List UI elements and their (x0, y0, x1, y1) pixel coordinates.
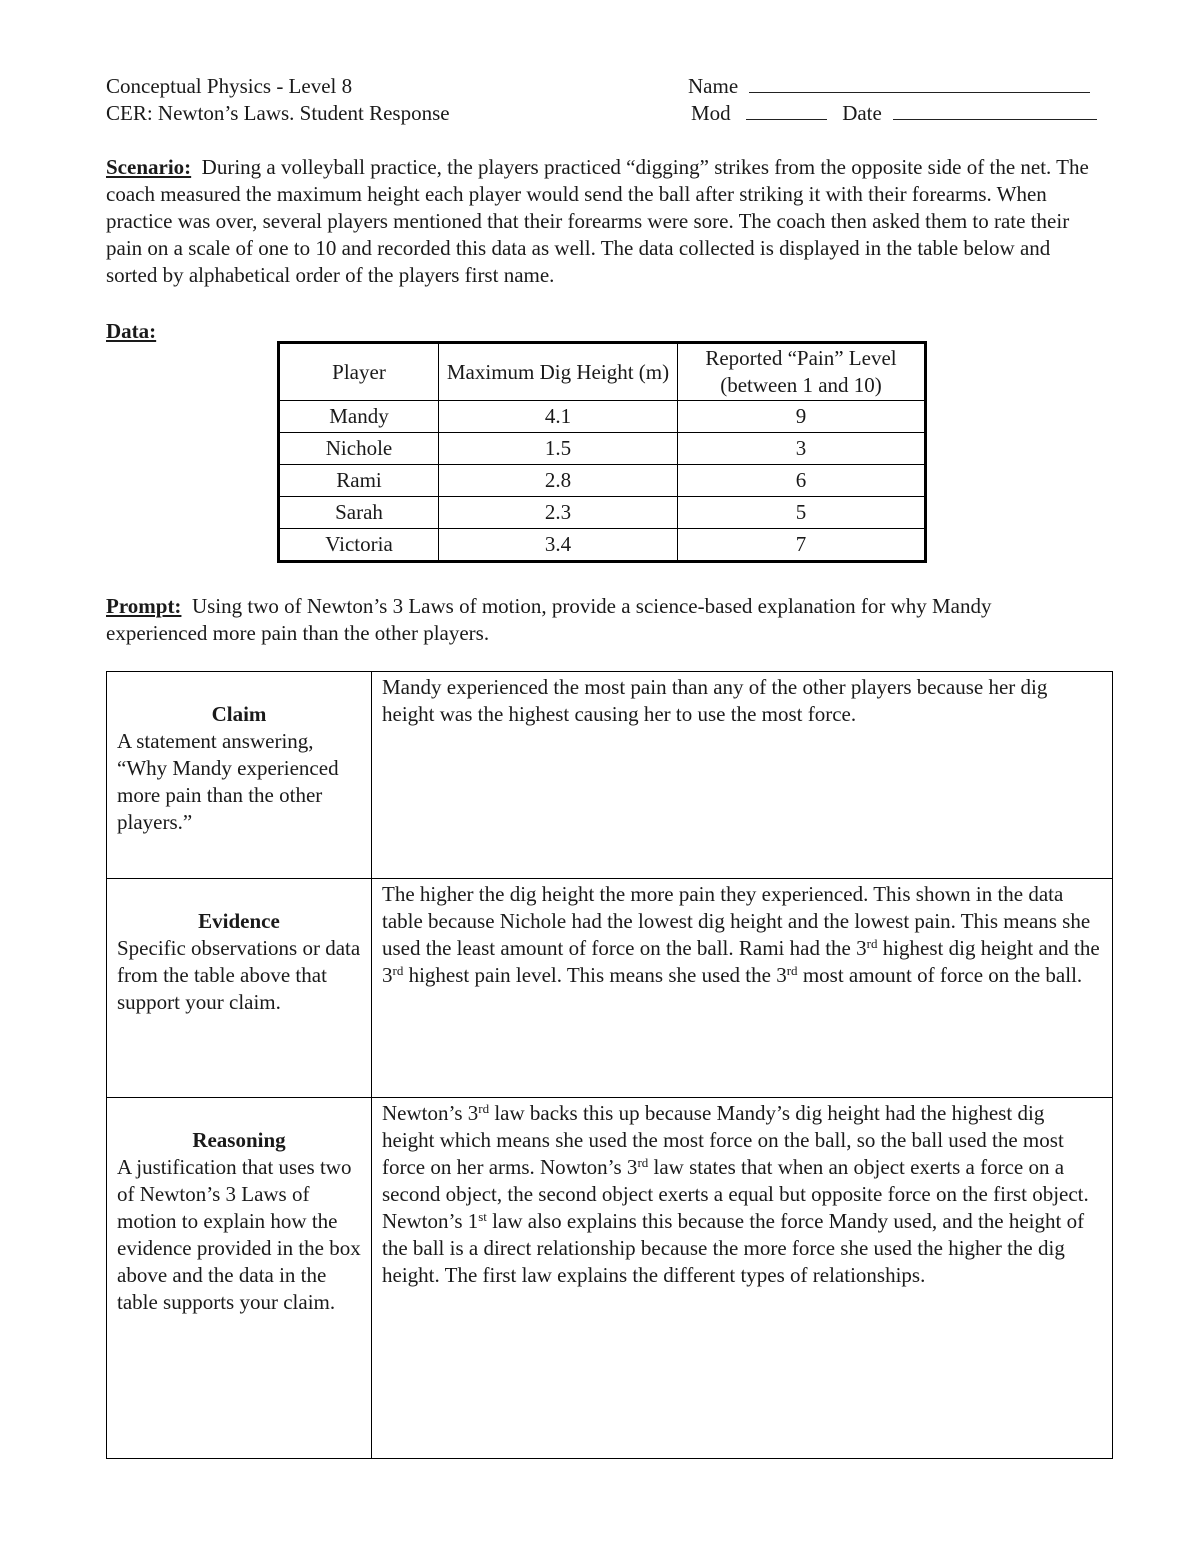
prompt-text: Using two of Newton’s 3 Laws of motion, provide a science-based explanation for why Mandy experienced more pain than the other players. (106, 594, 992, 645)
table-header-row (279, 343, 926, 401)
column-header-player: Player (279, 343, 439, 401)
name-blank[interactable] (749, 74, 1090, 93)
table-cell-pain: 9 (678, 401, 926, 433)
reasoning-row (107, 1098, 1113, 1459)
prompt-label: Prompt: (106, 594, 182, 618)
table-cell-pain: 5 (678, 497, 926, 529)
data-label: Data: (106, 319, 157, 343)
table-row (279, 497, 926, 529)
mod-date-field[interactable] (691, 100, 1097, 127)
table-cell-pain: 7 (678, 529, 926, 562)
column-header-pain-level: Reported “Pain” Level (between 1 and 10) (678, 343, 926, 401)
evidence-response-cell[interactable] (372, 879, 1113, 1098)
reasoning-response-cell[interactable] (372, 1098, 1113, 1459)
mod-label: Mod (691, 101, 731, 125)
table-cell-height: 3.4 (439, 529, 678, 562)
data-table (277, 341, 927, 563)
evidence-row (107, 879, 1113, 1098)
course-title: Conceptual Physics - Level 8 (106, 74, 353, 98)
date-label: Date (842, 101, 882, 125)
prompt-paragraph (106, 593, 1046, 647)
scenario-paragraph (106, 154, 1106, 289)
reasoning-response-text: Newton’s 3rd law backs this up because Mandy’s dig height had the highest dig height which means she used the most force on the ball, so the ball used the most force on her arms. Nowton’s 3rd law states that when an object exerts a force on a second object, the second object exerts a equal but opposite force on the first object. Newton’s 1st law also explains this because the force Mandy used, and the height of the ball is a direct relationship because the more force she used the higher the dig height. The first law explains the different types of relationships. (382, 1101, 1089, 1287)
reasoning-description: A justification that uses two of Newton’s 3 Laws of motion to explain how the evidence provided in the box above and the data in the table supports your claim. (117, 1155, 361, 1314)
reasoning-title: Reasoning (192, 1128, 286, 1152)
table-cell-player: Sarah (279, 497, 439, 529)
name-field[interactable] (688, 73, 1090, 100)
cer-table (106, 671, 1113, 1459)
column-header-dig-height: Maximum Dig Height (m) (439, 343, 678, 401)
claim-row (107, 672, 1113, 879)
table-cell-height: 2.3 (439, 497, 678, 529)
scenario-text: During a volleyball practice, the players practiced “digging” strikes from the opposite side of the net. The coach measured the maximum height each player would send the ball after striking it with their forearms. When practice was over, several players mentioned that their forearms were sore. The coach then asked them to rate their pain on a scale of one to 10 and recorded this data as well. The data collected is displayed in the table below and sorted by alphabetical order of the players first name. (106, 155, 1089, 287)
table-cell-height: 4.1 (439, 401, 678, 433)
table-row (279, 433, 926, 465)
reasoning-label-cell (107, 1098, 372, 1459)
claim-label-cell (107, 672, 372, 879)
table-cell-pain: 6 (678, 465, 926, 497)
name-label: Name (688, 74, 739, 98)
scenario-label: Scenario: (106, 155, 192, 179)
evidence-description: Specific observations or data from the table above that support your claim. (117, 936, 361, 1014)
evidence-response[interactable] (372, 879, 1112, 989)
date-blank[interactable] (893, 101, 1097, 120)
table-row (279, 529, 926, 562)
claim-description: A statement answering, “Why Mandy experienced more pain than the other players.” (117, 729, 339, 834)
claim-title: Claim (211, 702, 267, 726)
table-row (279, 401, 926, 433)
assignment-title: CER: Newton’s Laws. Student Response (106, 101, 450, 125)
table-cell-player: Rami (279, 465, 439, 497)
evidence-label-cell (107, 879, 372, 1098)
reasoning-response[interactable] (372, 1098, 1112, 1289)
table-cell-player: Victoria (279, 529, 439, 562)
table-row (279, 465, 926, 497)
mod-blank[interactable] (746, 101, 827, 120)
evidence-response-text: The higher the dig height the more pain they experienced. This shown in the data table because Nichole had the lowest dig height and the lowest pain. This means she used the least amount of force on the ball. Rami had the 3rd highest dig height and the 3rd highest pain level. This means she used the 3rd most amount of force on the ball. (382, 882, 1100, 987)
claim-response[interactable]: Mandy experienced the most pain than any of the other players because her dig height was the highest causing her to use the most force. (382, 675, 1048, 726)
table-cell-pain: 3 (678, 433, 926, 465)
claim-response-cell[interactable] (372, 672, 1113, 879)
table-cell-height: 1.5 (439, 433, 678, 465)
evidence-title: Evidence (198, 909, 280, 933)
table-cell-player: Mandy (279, 401, 439, 433)
table-cell-player: Nichole (279, 433, 439, 465)
table-cell-height: 2.8 (439, 465, 678, 497)
